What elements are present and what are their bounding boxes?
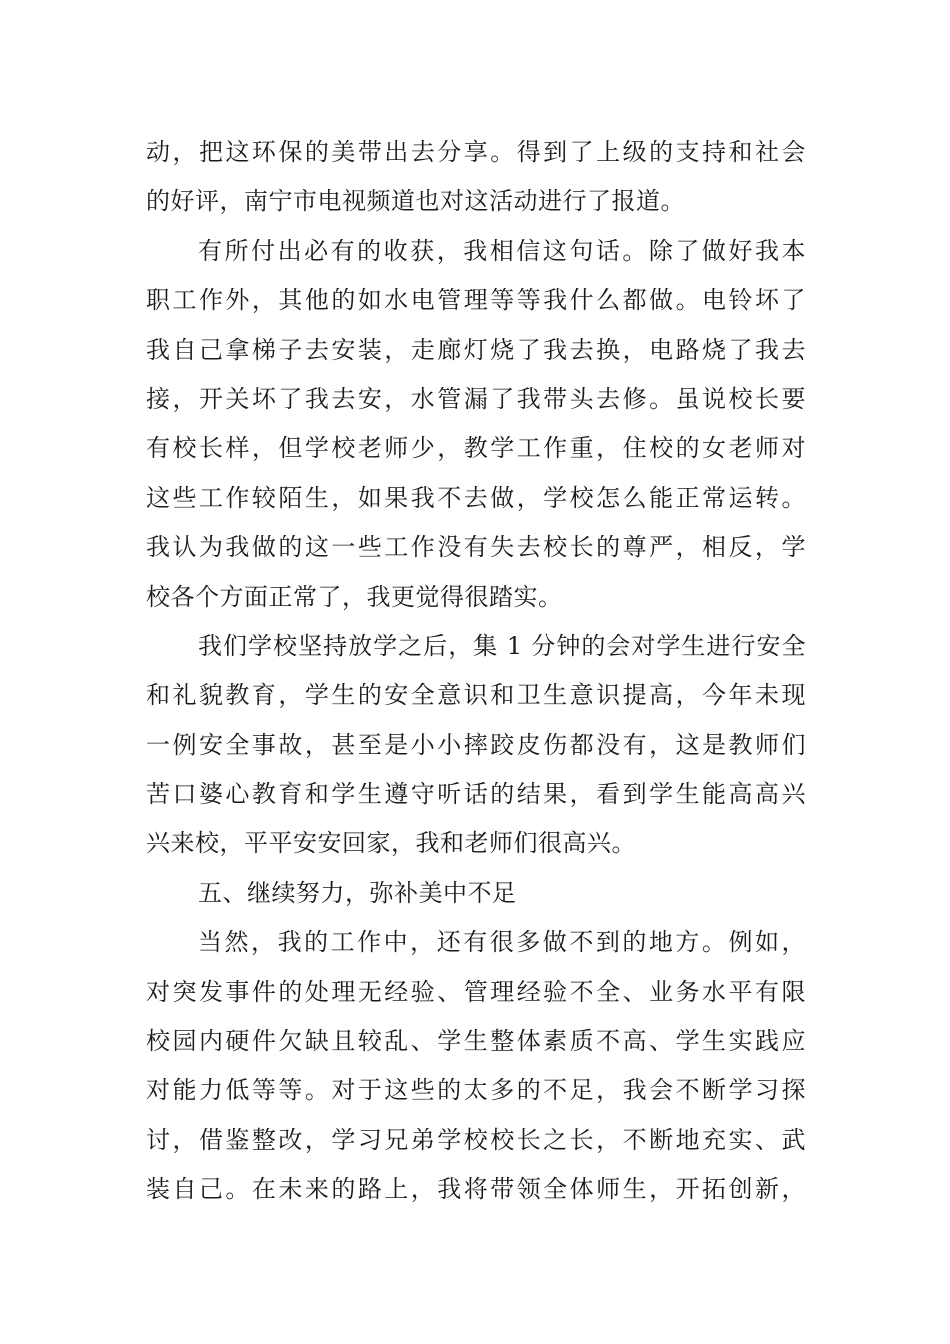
text-line: 装自己。在未来的路上，我将带领全体师生，开拓创新，	[146, 1175, 806, 1204]
text-line: 对能力低等等。对于这些的太多的不足，我会不断学习探	[146, 1076, 806, 1105]
text-line: 校各个方面正常了，我更觉得很踏实。	[146, 582, 563, 611]
text-line: 我们学校坚持放学之后，集 1 分钟的会对学生进行安全	[198, 631, 806, 660]
text-line: 动，把这环保的美带出去分享。得到了上级的支持和社会	[146, 138, 806, 166]
text-line: 这些工作较陌生，如果我不去做，学校怎么能正常运转。	[146, 483, 806, 512]
text-line: 苦口婆心教育和学生遵守听话的结果，看到学生能高高兴	[146, 780, 806, 809]
text-line: 有校长样，但学校老师少，教学工作重，住校的女老师对	[146, 434, 806, 463]
document-body	[146, 128, 806, 1215]
text-line: 我认为我做的这一些工作没有失去校长的尊严，相反，学	[146, 533, 806, 562]
text-line: 的好评，南宁市电视频道也对这活动进行了报道。	[146, 187, 685, 216]
text-line: 讨，借鉴整改，学习兄弟学校校长之长，不断地充实、武	[146, 1125, 806, 1154]
text-line: 职工作外，其他的如水电管理等等我什么都做。电铃坏了	[146, 286, 806, 315]
text-line: 当然，我的工作中，还有很多做不到的地方。例如，	[198, 928, 806, 957]
text-line: 兴来校，平平安安回家，我和老师们很高兴。	[146, 829, 636, 858]
text-line: 和礼貌教育，学生的安全意识和卫生意识提高，今年未现	[146, 681, 806, 710]
text-line: 我自己拿梯子去安装，走廊灯烧了我去换，电路烧了我去	[146, 335, 806, 364]
text-line: 接，开关坏了我去安，水管漏了我带头去修。虽说校长要	[146, 384, 806, 413]
section-heading: 五、继续努力，弥补美中不足	[198, 878, 517, 907]
text-line: 有所付出必有的收获，我相信这句话。除了做好我本	[198, 236, 806, 265]
text-line: 一例安全事故，甚至是小小摔跤皮伤都没有，这是教师们	[146, 730, 806, 759]
text-line: 对突发事件的处理无经验、管理经验不全、业务水平有限	[146, 977, 806, 1006]
text-line: 校园内硬件欠缺且较乱、学生整体素质不高、学生实践应	[146, 1027, 806, 1056]
